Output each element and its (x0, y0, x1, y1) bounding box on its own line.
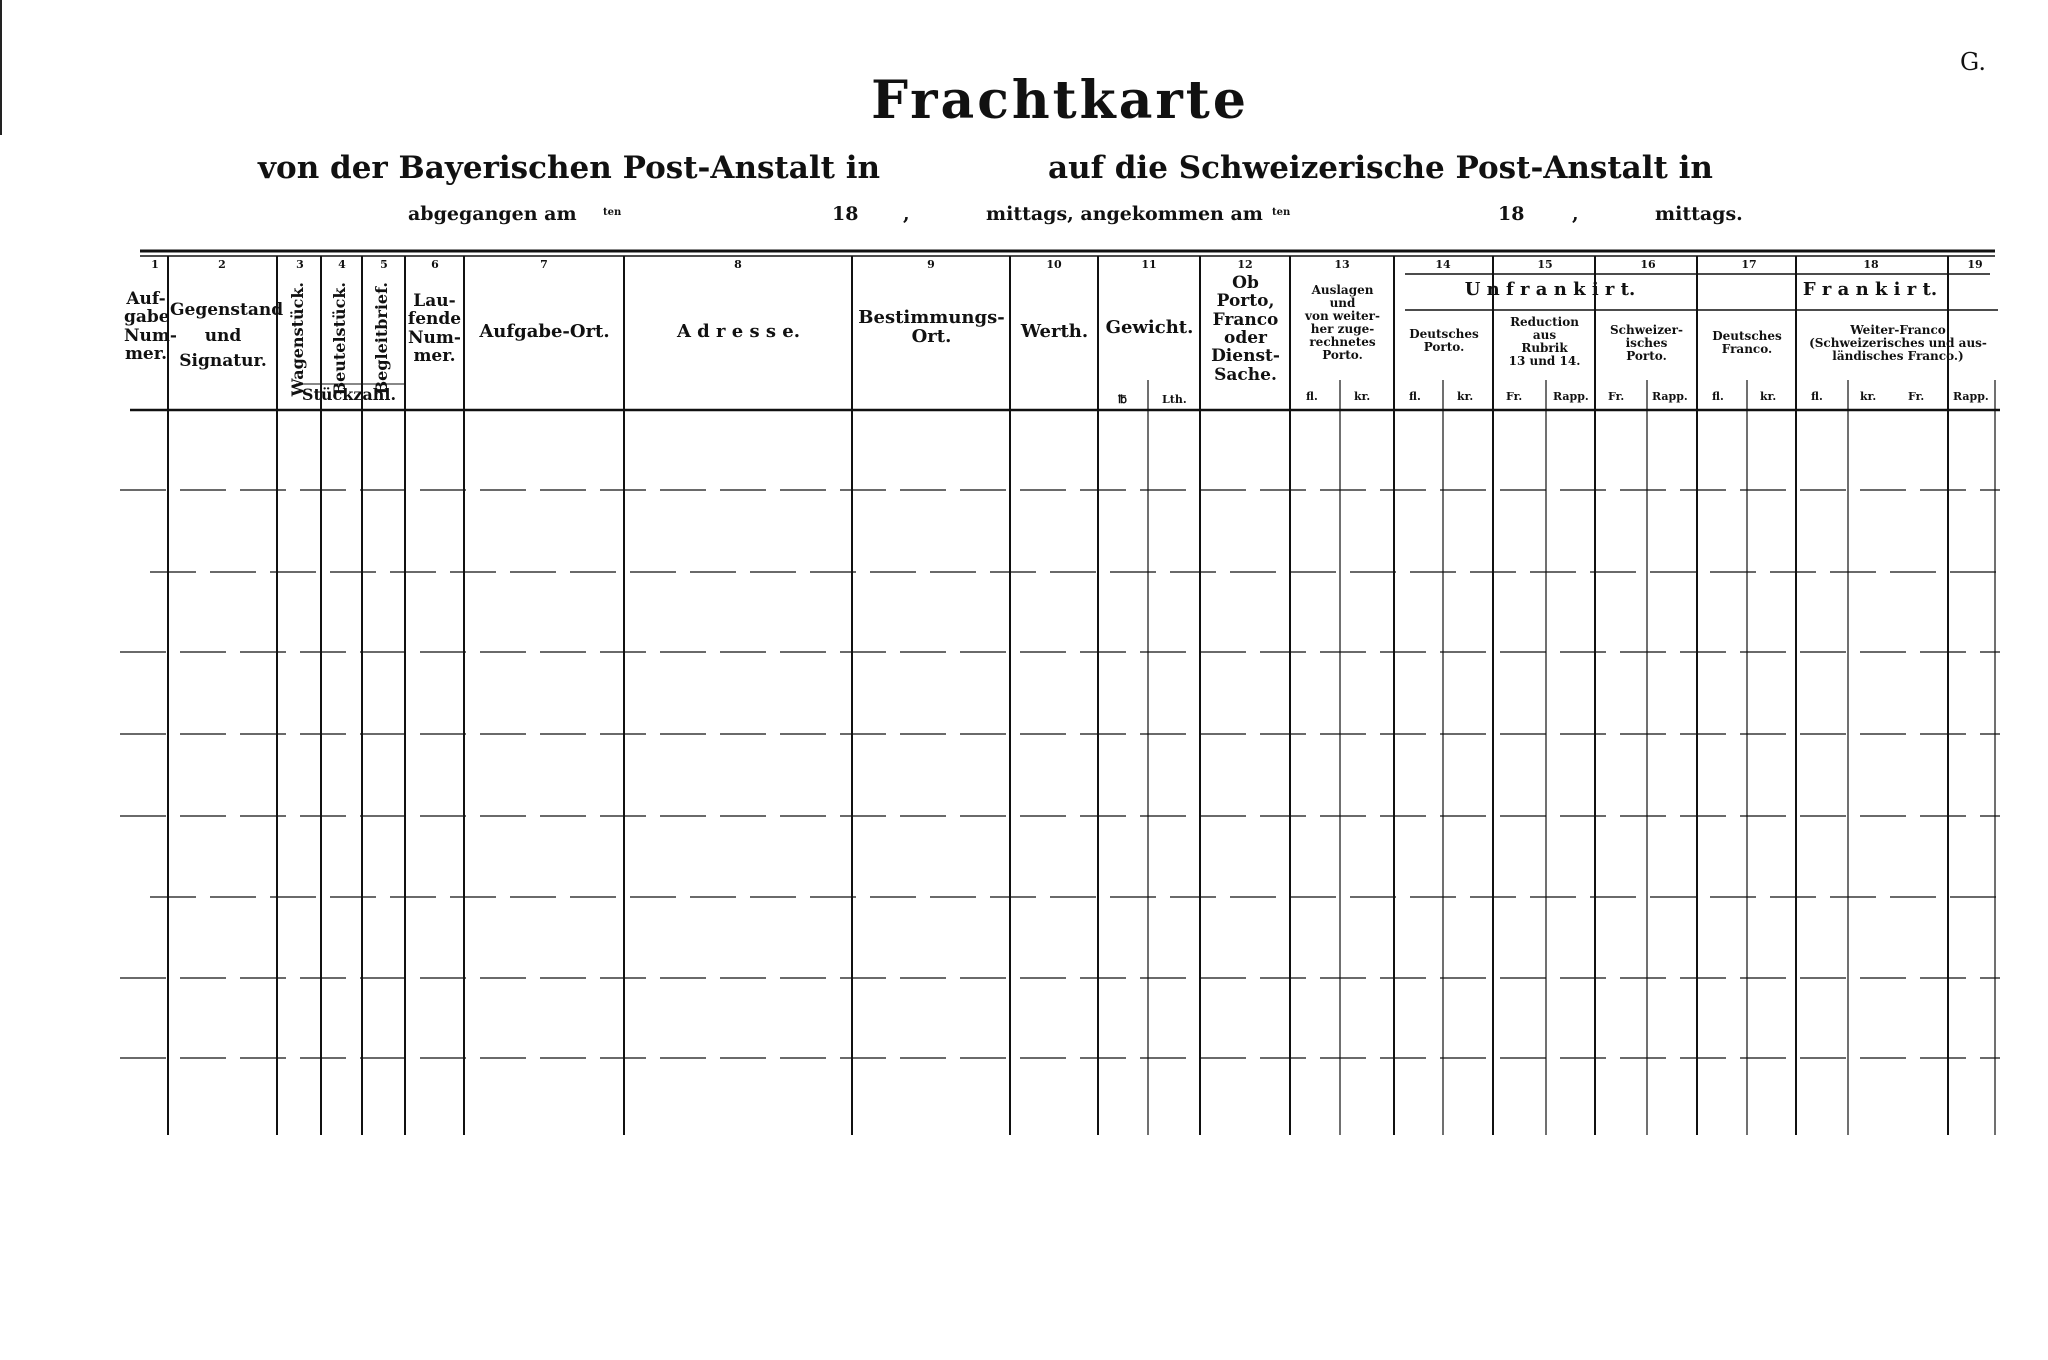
column-number: 18 (1863, 258, 1879, 271)
column-number: 11 (1141, 258, 1157, 271)
header-gegenstand: Gegenstand und Signatur. (170, 300, 284, 371)
comma-2: , (1572, 203, 1579, 225)
unit-fl: fl. (1306, 390, 1318, 403)
header-porto-franco: Ob Porto, Franco oder Dienst- Sache. (1211, 273, 1280, 385)
route-from: von der Bayerischen Post-Anstalt in (258, 150, 881, 186)
column-number: 3 (296, 258, 304, 271)
column-number: 10 (1046, 258, 1062, 271)
unit-kr: kr. (1457, 390, 1474, 403)
unit-pfund: ℔ (1118, 393, 1127, 406)
column-number: 14 (1435, 258, 1451, 271)
column-number: 15 (1537, 258, 1553, 271)
unit-fr: Fr. (1608, 390, 1625, 403)
header-stueckzahl: Stückzahl. (301, 385, 397, 404)
column-number: 16 (1640, 258, 1656, 271)
route-to: auf die Schweizerische Post-Anstalt in (1048, 150, 1713, 186)
unit-rapp: Rapp. (1553, 390, 1589, 403)
column-number: 1 (151, 258, 159, 271)
page-letter: G. (1960, 48, 1986, 76)
column-number: 17 (1741, 258, 1757, 271)
ordinal-1: ten (603, 207, 622, 218)
header-beutelstueck: Beutelstück. (330, 282, 349, 396)
column-number: 13 (1334, 258, 1350, 271)
year-2: 18 (1498, 203, 1525, 225)
column-number: 5 (380, 258, 388, 271)
column-number: 8 (734, 258, 742, 271)
column-number: 9 (927, 258, 935, 271)
unit-fl: fl. (1811, 390, 1823, 403)
header-schweizerisches-porto: Schweizer- isches Porto. (1610, 323, 1683, 363)
comma-1: , (903, 203, 910, 225)
header-aufgabe-nummer: Auf- gabe Num- mer. (124, 289, 177, 365)
unit-fl: fl. (1409, 390, 1421, 403)
column-number: 19 (1967, 258, 1983, 271)
unit-fr: Fr. (1908, 390, 1925, 403)
header-reduction: Reduction aus Rubrik 13 und 14. (1508, 315, 1581, 368)
column-number: 12 (1237, 258, 1253, 271)
header-werth: Werth. (1020, 321, 1089, 342)
year-1: 18 (832, 203, 859, 225)
column-number: 4 (338, 258, 346, 271)
departed-label: abgegangen am (408, 203, 577, 225)
header-aufgabe-ort: Aufgabe-Ort. (479, 321, 610, 342)
header-deutsches-porto: Deutsches Porto. (1409, 327, 1479, 354)
unit-fl: fl. (1712, 390, 1724, 403)
column-number: 2 (218, 258, 226, 271)
column-number: 7 (540, 258, 548, 271)
header-weiter-franco: Weiter-Franco (Schweizerisches und aus- ländisches Franco.) (1809, 323, 1987, 363)
header-bestimmungs-ort: Bestimmungs- Ort. (858, 307, 1005, 348)
header-gewicht: Gewicht. (1105, 317, 1194, 338)
header-deutsches-franco: Deutsches Franco. (1712, 329, 1782, 356)
header-laufende-nummer: Lau- fende Num- mer. (407, 291, 462, 367)
unit-rapp: Rapp. (1652, 390, 1688, 403)
arrived-label: mittags, angekommen am (986, 203, 1263, 225)
unit-kr: kr. (1354, 390, 1371, 403)
page-title: Frachtkarte (871, 70, 1249, 131)
unit-kr: kr. (1860, 390, 1877, 403)
header-wagenstueck: Wagenstück. (288, 282, 307, 397)
header-unfrankirt: U n f r a n k i r t. (1464, 279, 1636, 300)
ordinal-2: ten (1272, 207, 1291, 218)
column-number: 6 (431, 258, 439, 271)
header-auslagen: Auslagen und von weiter- her zuge- rechnetes Porto. (1305, 283, 1380, 362)
header-frankirt: F r a n k i r t. (1802, 279, 1938, 300)
unit-loth: Lth. (1162, 393, 1187, 406)
unit-fr: Fr. (1506, 390, 1523, 403)
header-adresse: A d r e s s e. (676, 321, 801, 342)
unit-kr: kr. (1760, 390, 1777, 403)
unit-rapp: Rapp. (1953, 390, 1989, 403)
header-begleitbrief: Begleitbrief. (372, 282, 391, 395)
end-label: mittags. (1655, 203, 1743, 225)
